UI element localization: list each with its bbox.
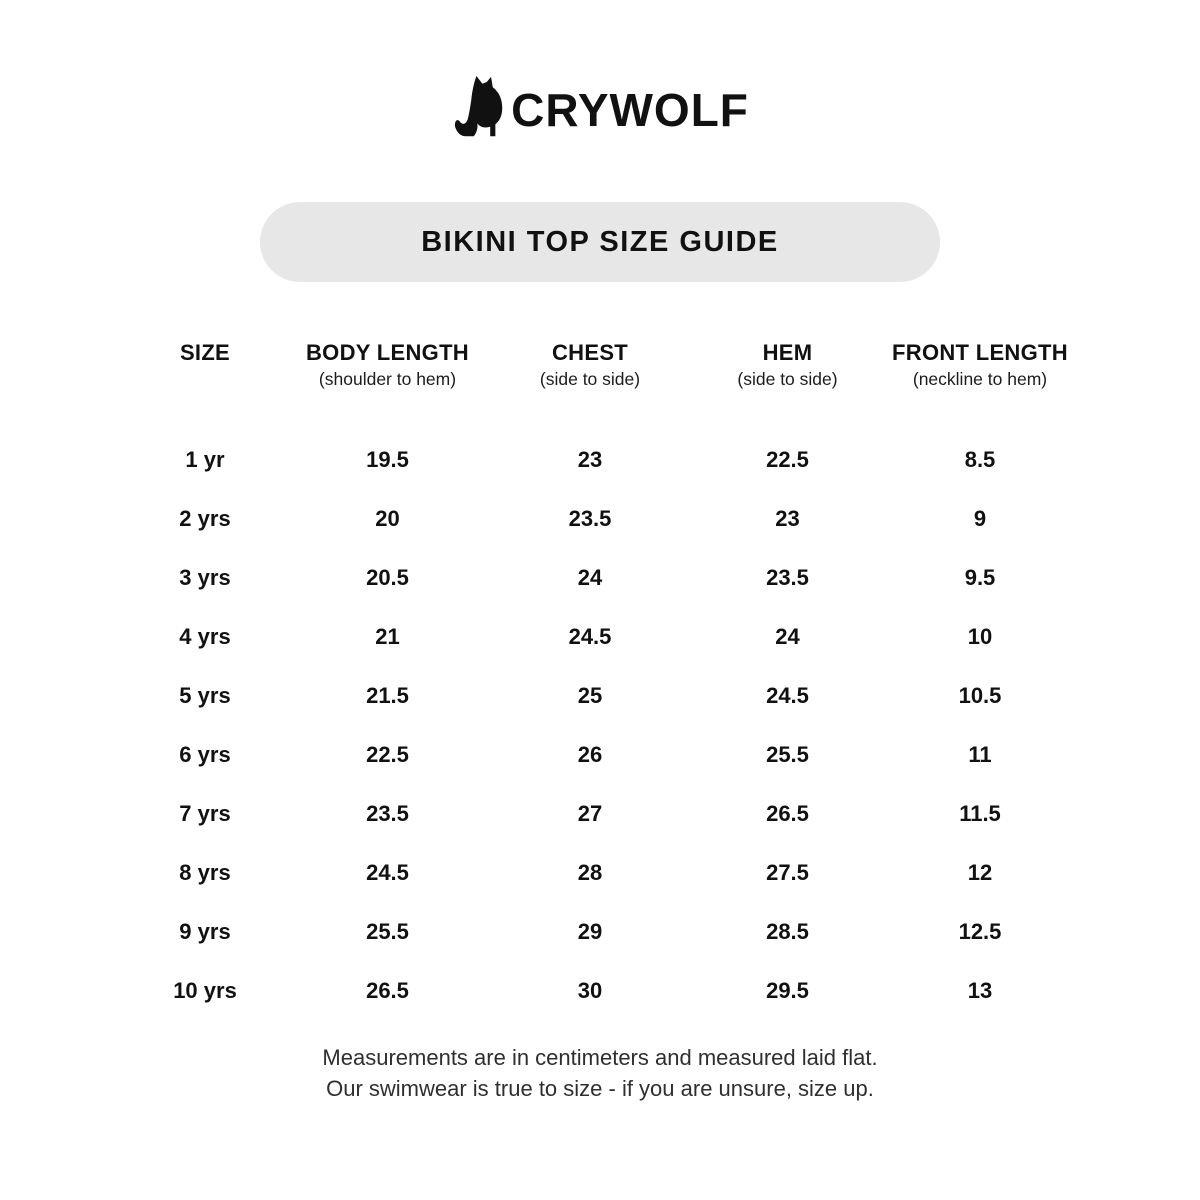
- front-length-cell: 12.5: [958, 918, 1002, 944]
- front-length-cell: 9: [973, 505, 987, 531]
- size-cell: 6 yrs: [179, 741, 231, 767]
- brand-logo: [0, 0, 1200, 138]
- hem-cell: 26.5: [766, 800, 809, 826]
- size-cell: 1 yr: [185, 446, 225, 472]
- table-row: [125, 430, 1075, 489]
- body-length-cell: 19.5: [366, 446, 409, 472]
- hem-cell: 24.5: [766, 682, 809, 708]
- column-label: FRONT LENGTH: [892, 340, 1068, 365]
- body-length-cell: 22.5: [366, 741, 409, 767]
- column-label: HEM: [762, 340, 813, 365]
- body-length-cell: 20.5: [366, 564, 409, 590]
- size-cell: 9 yrs: [179, 918, 231, 944]
- column-sublabel: (side to side): [737, 369, 838, 389]
- chest-cell: 24: [577, 564, 603, 590]
- body-length-cell: 21: [375, 623, 400, 649]
- hem-cell: 27.5: [766, 859, 809, 885]
- size-cell: 7 yrs: [179, 800, 231, 826]
- size-cell: 10 yrs: [173, 977, 237, 1003]
- hem-cell: 24: [775, 623, 800, 649]
- body-length-cell: 21.5: [366, 682, 409, 708]
- footer-note: [0, 1042, 1200, 1104]
- hem-cell: 25.5: [766, 741, 809, 767]
- table-row: [125, 489, 1075, 548]
- footer-line-2: Our swimwear is true to size - if you are unsure, size up.: [326, 1076, 874, 1101]
- chest-cell: 27: [577, 800, 603, 826]
- chest-cell: 26: [577, 741, 603, 767]
- body-length-cell: 26.5: [366, 977, 409, 1003]
- hem-cell: 22.5: [766, 446, 809, 472]
- column-label: BODY LENGTH: [305, 340, 469, 365]
- size-cell: 5 yrs: [179, 682, 231, 708]
- front-length-cell: 8.5: [964, 446, 996, 472]
- column-label: CHEST: [551, 340, 629, 365]
- chest-cell: 23: [577, 446, 603, 472]
- body-length-cell: 23.5: [366, 800, 409, 826]
- wolf-icon: [451, 76, 507, 138]
- body-length-cell: 25.5: [366, 918, 409, 944]
- column-header-chest: [490, 340, 690, 390]
- chest-cell: 28: [577, 859, 603, 885]
- hem-cell: 28.5: [766, 918, 809, 944]
- footer-line-1: Measurements are in centimeters and measured laid flat.: [322, 1045, 878, 1070]
- size-cell: 2 yrs: [179, 505, 231, 531]
- title-pill: [260, 202, 940, 282]
- chest-cell: 23.5: [568, 505, 612, 531]
- column-header-front-length: [885, 340, 1075, 390]
- body-length-cell: 20: [375, 505, 400, 531]
- table-row: [125, 784, 1075, 843]
- front-length-cell: 9.5: [964, 564, 996, 590]
- front-length-cell: 11: [968, 741, 992, 767]
- table-row: [125, 548, 1075, 607]
- size-cell: 4 yrs: [179, 623, 231, 649]
- front-length-cell: 11.5: [959, 800, 1001, 826]
- hem-cell: 23.5: [766, 564, 809, 590]
- table-row: [125, 725, 1075, 784]
- column-sublabel: (neckline to hem): [912, 369, 1048, 389]
- front-length-cell: 10.5: [958, 682, 1002, 708]
- chest-cell: 24.5: [568, 623, 612, 649]
- table-row: [125, 843, 1075, 902]
- page-title: BIKINI TOP SIZE GUIDE: [421, 225, 779, 258]
- table-header: [125, 340, 1075, 390]
- front-length-cell: 10: [967, 623, 993, 649]
- column-sublabel: (shoulder to hem): [318, 369, 457, 389]
- chest-cell: 30: [577, 977, 603, 1003]
- size-cell: 3 yrs: [179, 564, 231, 590]
- hem-cell: 29.5: [766, 977, 809, 1003]
- size-table: [125, 340, 1075, 1020]
- chest-cell: 25: [577, 682, 603, 708]
- front-length-cell: 13: [967, 977, 993, 1003]
- table-body: [125, 430, 1075, 1020]
- brand-name: CRYWOLF: [511, 83, 749, 136]
- column-label: SIZE: [179, 340, 231, 365]
- front-length-cell: 12: [967, 859, 993, 885]
- table-row: [125, 902, 1075, 961]
- column-header-size: [125, 340, 285, 390]
- table-row: [125, 666, 1075, 725]
- chest-cell: 29: [577, 918, 603, 944]
- column-header-body-length: [285, 340, 490, 390]
- column-header-hem: [690, 340, 885, 390]
- size-cell: 8 yrs: [179, 859, 231, 885]
- column-sublabel: (side to side): [539, 369, 641, 389]
- body-length-cell: 24.5: [366, 859, 409, 885]
- hem-cell: 23: [775, 505, 800, 531]
- table-row: [125, 961, 1075, 1020]
- table-row: [125, 607, 1075, 666]
